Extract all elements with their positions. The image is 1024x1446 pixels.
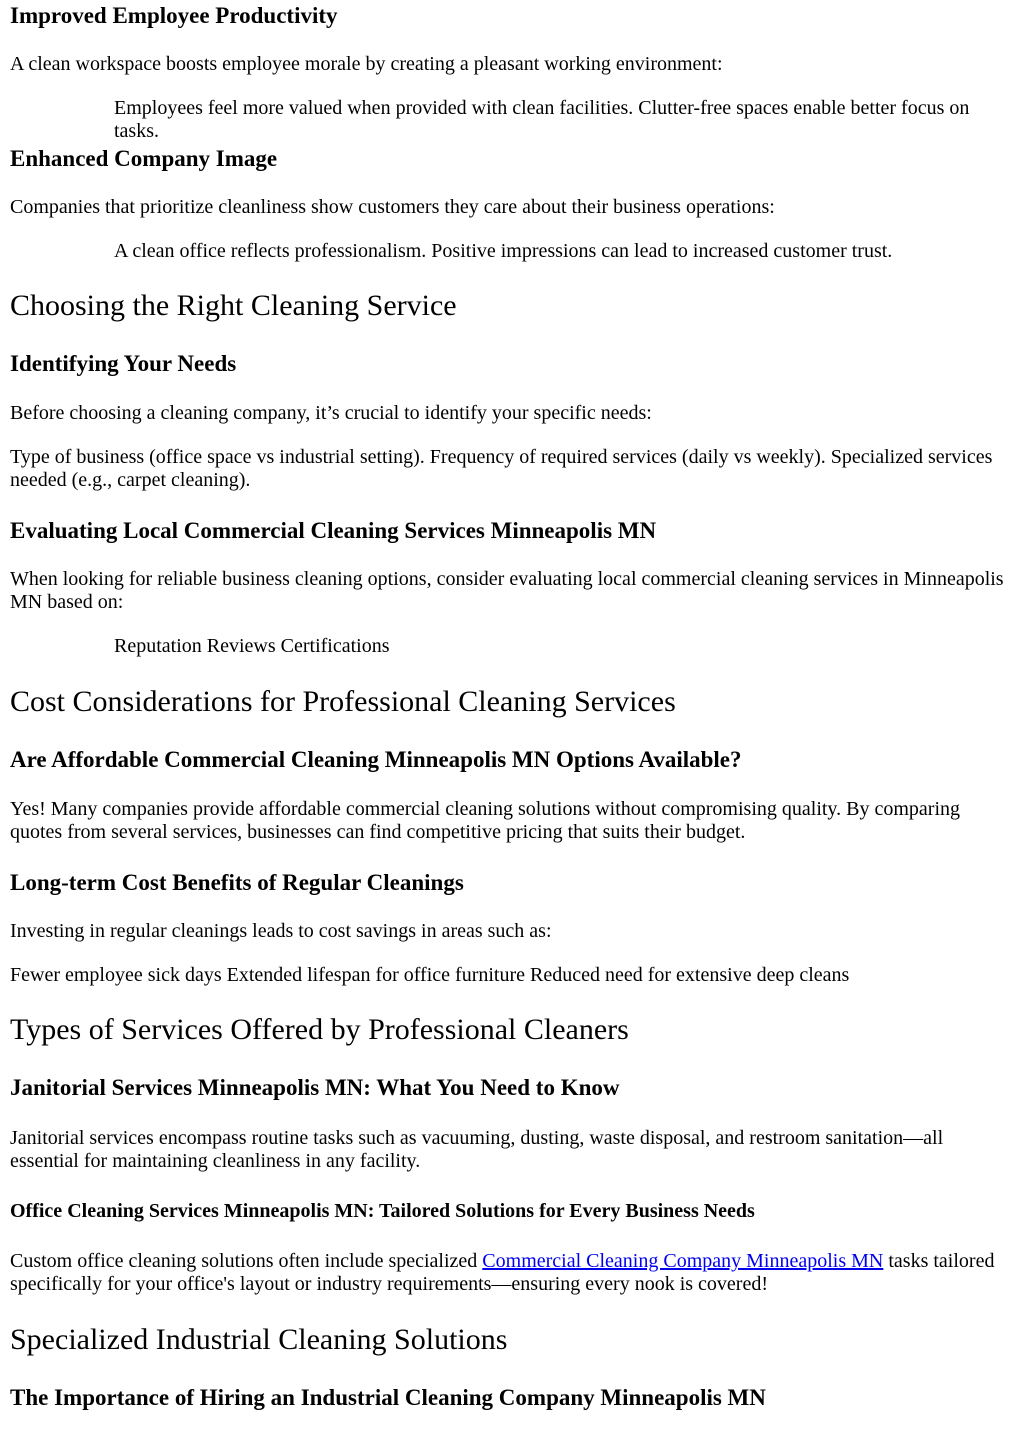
paragraph-image-intro: Companies that prioritize cleanliness show customers they care about their business operations: <box>10 196 775 218</box>
heading-janitorial-services: Janitorial Services Minneapolis MN: What You Need to Know <box>10 1075 620 1100</box>
heading-types-of-services: Types of Services Offered by Professional Cleaners <box>10 1013 629 1046</box>
quote-productivity: Employees feel more valued when provided with clean facilities. Clutter-free spaces enable better focus on tasks. <box>114 97 970 142</box>
paragraph-productivity-intro: A clean workspace boosts employee morale by creating a pleasant working environment: <box>10 53 723 75</box>
paragraph-longterm-list: Fewer employee sick days Extended lifespan for office furniture Reduced need for extensive deep cleans <box>10 964 850 986</box>
heading-enhanced-image: Enhanced Company Image <box>10 146 278 171</box>
commercial-cleaning-company-link[interactable]: Commercial Cleaning Company Minneapolis MN <box>482 1250 884 1272</box>
heading-identifying-needs: Identifying Your Needs <box>10 351 237 376</box>
paragraph-eval-intro: When looking for reliable business cleaning options, consider evaluating local commercial cleaning services in Minneapolis MN based on: <box>10 568 1004 613</box>
heading-hiring-industrial: The Importance of Hiring an Industrial Cleaning Company Minneapolis MN <box>10 1385 766 1410</box>
heading-evaluating-local: Evaluating Local Commercial Cleaning Services Minneapolis MN <box>10 518 657 543</box>
paragraph-needs-list: Type of business (office space vs industrial setting). Frequency of required services (daily vs weekly). Specialized services needed (e.g., carpet cleaning). <box>10 446 993 491</box>
heading-office-cleaning: Office Cleaning Services Minneapolis MN: Tailored Solutions for Every Business Needs <box>10 1200 755 1222</box>
heading-affordable-options: Are Affordable Commercial Cleaning Minneapolis MN Options Available? <box>10 747 742 772</box>
paragraph-needs-intro: Before choosing a cleaning company, it’s crucial to identify your specific needs: <box>10 402 652 424</box>
paragraph-office-text <box>10 1250 1006 1296</box>
heading-cost-considerations: Cost Considerations for Professional Cleaning Services <box>10 685 676 718</box>
heading-industrial-solutions: Specialized Industrial Cleaning Solutions <box>10 1323 508 1356</box>
quote-eval-criteria: Reputation Reviews Certifications <box>114 635 390 657</box>
paragraph-longterm-intro: Investing in regular cleanings leads to cost savings in areas such as: <box>10 920 552 942</box>
heading-longterm-benefits: Long-term Cost Benefits of Regular Cleanings <box>10 870 464 895</box>
office-text-after: tasks tailored specifically for your office's layout or industry requirements—ensuring every nook is covered! <box>10 1250 995 1295</box>
quote-image: A clean office reflects professionalism. Positive impressions can lead to increased customer trust. <box>114 240 893 262</box>
heading-improved-productivity: Improved Employee Productivity <box>10 3 338 28</box>
office-text-before: Custom office cleaning solutions often include specialized <box>10 1250 483 1272</box>
paragraph-affordable-text: Yes! Many companies provide affordable commercial cleaning solutions without compromising quality. By comparing quotes from several services, businesses can find competitive pricing that suits their budget. <box>10 798 960 843</box>
paragraph-janitorial-text: Janitorial services encompass routine tasks such as vacuuming, dusting, waste disposal, and restroom sanitation—all essential for maintaining cleanliness in any facility. <box>10 1127 944 1172</box>
heading-choosing-service: Choosing the Right Cleaning Service <box>10 289 457 322</box>
